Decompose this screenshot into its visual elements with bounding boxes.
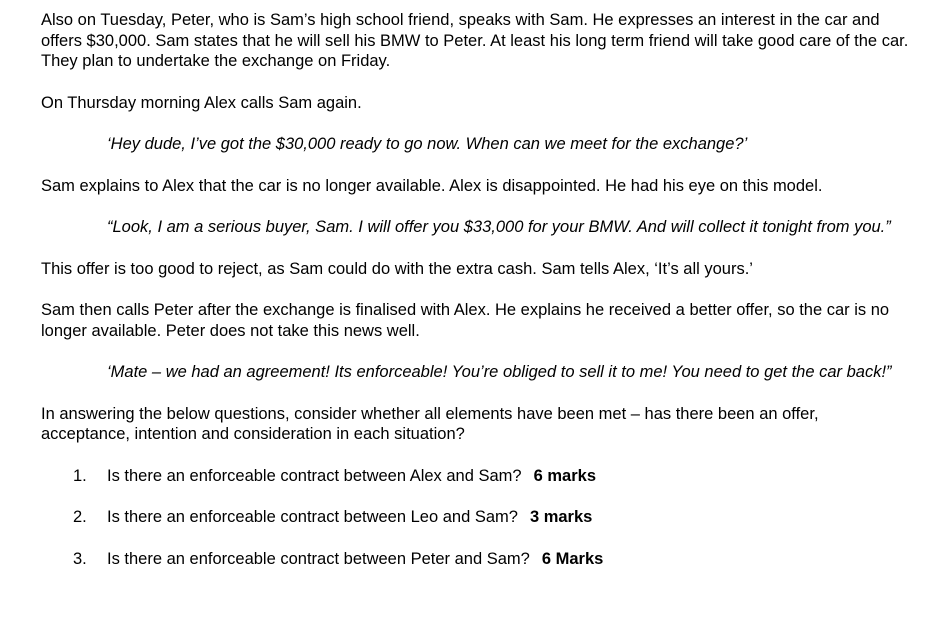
paragraph-sam-accepts: This offer is too good to reject, as Sam could do with the extra cash. Sam tells Alex, ‘It’s all yours.’	[41, 259, 753, 278]
question-number: 1.	[73, 466, 87, 485]
paragraph-sam-calls-peter: Sam then calls Peter after the exchange is finalised with Alex. He explains he received a better offer, so the car is no longer available. Peter does not take this news well.	[41, 301, 890, 340]
document-body	[41, 10, 911, 590]
question-number: 2.	[73, 508, 87, 526]
question-list	[41, 466, 911, 570]
question-number: 3.	[73, 549, 87, 568]
quote-alex-ready: ‘Hey dude, I’ve got the $30,000 ready to go now. When can we meet for the exchange?’	[107, 135, 748, 153]
quote-alex-offer: “Look, I am a serious buyer, Sam. I will offer you $33,000 for your BMW. And will collect it tonight from you.”	[107, 218, 891, 236]
paragraph-car-unavailable: Sam explains to Alex that the car is no longer available. Alex is disappointed. He had his eye on this model.	[41, 176, 823, 195]
question-item	[41, 507, 911, 528]
question-marks: 3 marks	[529, 508, 593, 526]
question-item	[41, 466, 911, 487]
question-text: Is there an enforceable contract between Peter and Sam?	[107, 549, 530, 568]
paragraph-instructions: In answering the below questions, consider whether all elements have been met – has there been an offer, acceptance, intention and consideration in each situation?	[41, 404, 819, 443]
question-marks: 6 marks	[533, 466, 596, 485]
paragraph-peter-offer: Also on Tuesday, Peter, who is Sam’s high school friend, speaks with Sam. He expresses an interest in the car and offers $30,000. Sam states that he will sell his BMW to Peter. At least his long term friend will take good care of the car. They plan to undertake the exchange on Friday.	[41, 11, 909, 70]
quote-peter-reply: ‘Mate – we had an agreement! Its enforceable! You’re obliged to sell it to me! You need to get the car back!”	[107, 363, 892, 381]
question-text: Is there an enforceable contract between Leo and Sam?	[107, 508, 518, 526]
question-text: Is there an enforceable contract between Alex and Sam?	[107, 466, 522, 485]
question-marks: 6 Marks	[541, 549, 604, 568]
question-item	[41, 549, 911, 570]
paragraph-thursday-call: On Thursday morning Alex calls Sam again.	[41, 93, 362, 112]
